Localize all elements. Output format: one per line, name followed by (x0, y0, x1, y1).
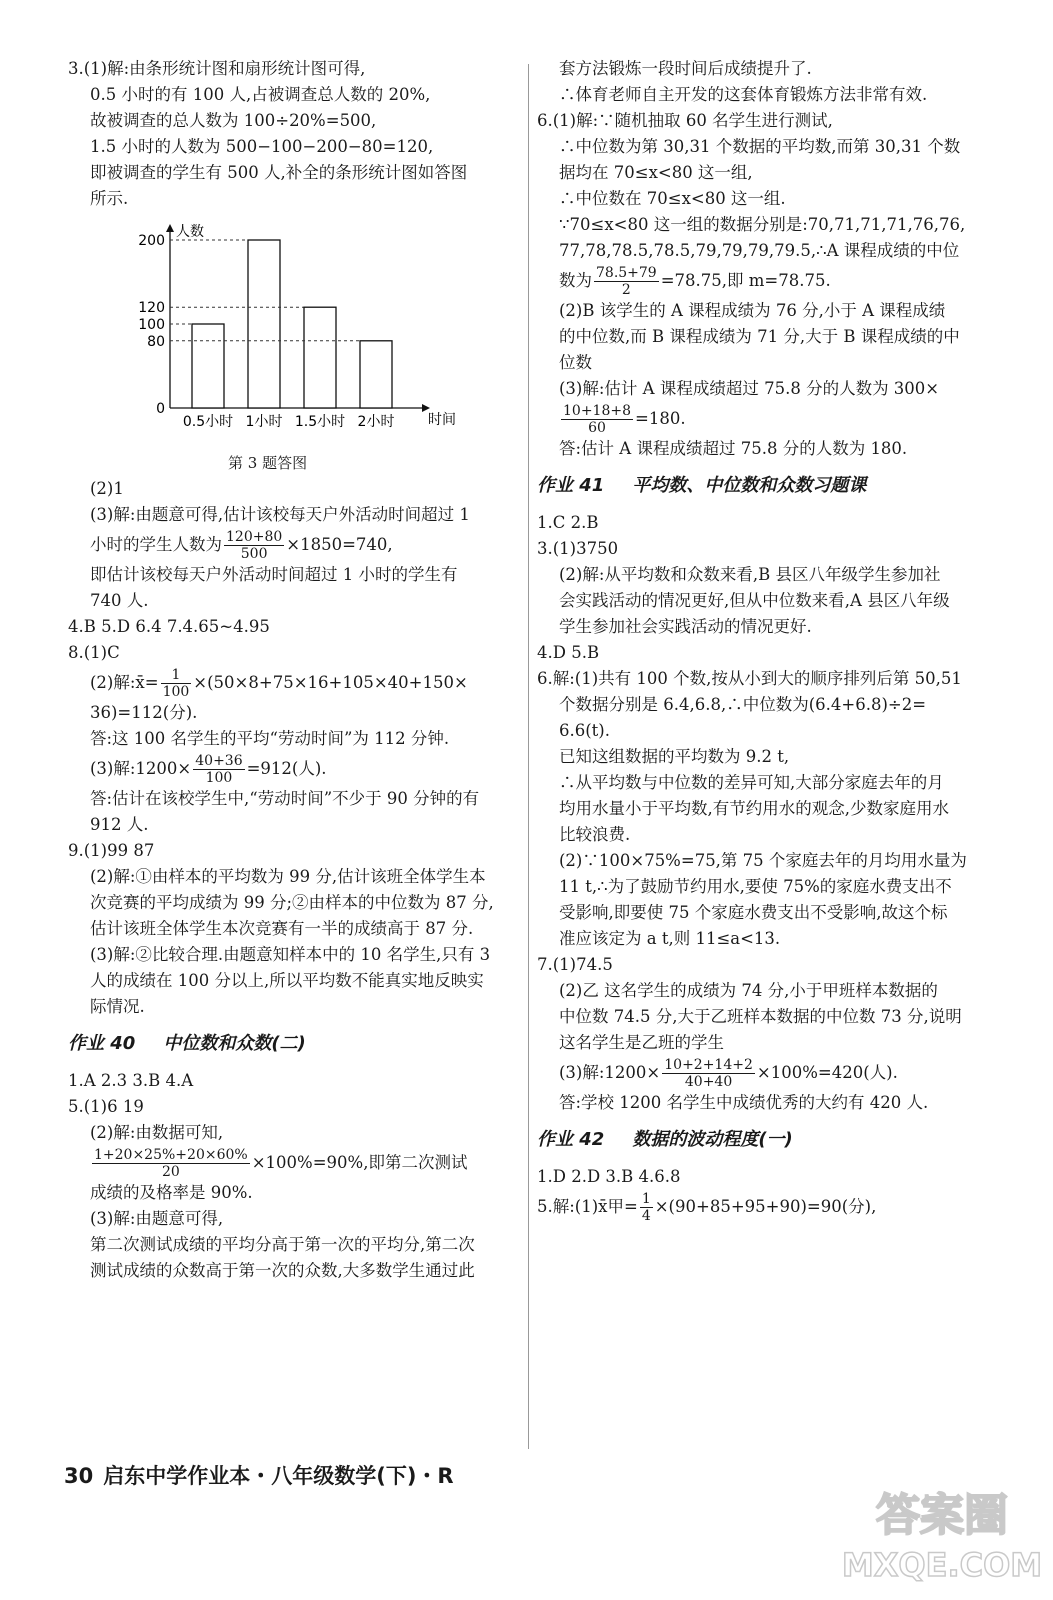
s41-line: ∴从平均数与中位数的差异可知,大部分家庭去年的月 (559, 773, 944, 792)
q3-line: 0.5 小时的有 100 人,占被调查总人数的 20%, (90, 85, 431, 104)
s40-line: 5.(1)6 19 (68, 1097, 144, 1116)
y-tick-label: 0 (156, 401, 165, 417)
x-axis-arrow (422, 404, 430, 412)
left-column (68, 56, 523, 1284)
x-tick-label: 0.5小时 (182, 414, 234, 430)
bar (304, 307, 336, 408)
q3-line: 1.5 小时的人数为 500−100−200−80=120, (90, 137, 434, 156)
answer-line: 740 人. (90, 591, 149, 610)
x-tick-label: 1.5小时 (294, 414, 346, 430)
s41-line: 学生参加社会实践活动的情况更好. (559, 617, 812, 636)
s41-line: 答:学校 1200 名学生中成绩优秀的大约有 420 人. (559, 1093, 929, 1112)
x-tick-label: 1小时 (245, 414, 283, 430)
q9-line: 际情况. (90, 997, 145, 1016)
bar (248, 240, 280, 408)
answer-line: 即估计该校每天户外活动时间超过 1 小时的学生有 (90, 565, 458, 584)
y-axis-arrow (166, 224, 174, 232)
s41-line: 这名学生是乙班的学生 (559, 1033, 724, 1052)
right-column (537, 56, 995, 1224)
s41-line: (2)∵100×75%=75,第 75 个家庭去年的月均用水量为 (559, 851, 967, 870)
section-heading-40: 作业 40 中位数和众数(二) (68, 1033, 306, 1054)
fraction: $\frac{78.5+79}{2}$ (596, 265, 657, 298)
bar (360, 341, 392, 408)
q8-line: 答:这 100 名学生的平均“劳动时间”为 112 分钟. (90, 729, 450, 748)
watermark-url: MXQE.COM (841, 1546, 1043, 1584)
q6-line: 77,78,78.5,78.5,79,79,79,79.5,∴A 课程成绩的中位 (559, 241, 960, 260)
y-axis-label: 人数 (176, 224, 204, 240)
fraction: $\frac{1+20\times 25\%+20\times 60\%}{20}$ (94, 1147, 248, 1180)
section-heading-42: 作业 42 数据的波动程度(一) (537, 1129, 793, 1150)
q6-line: 数为 $\frac{78.5+79}{2}$ =78.75,即 m=78.75. (559, 265, 831, 298)
q8-line: 答:估计在该校学生中,“劳动时间”不少于 90 分钟的有 (90, 789, 480, 808)
s41-line: 受影响,即要使 75 个家庭水费支出不受影响,故这个标 (559, 903, 948, 922)
q6-line: (3)解:估计 A 课程成绩超过 75.8 分的人数为 300× (559, 379, 940, 398)
s41-line: 已知这组数据的平均数为 9.2 t, (559, 747, 790, 766)
q8-line: (2)解:x̄= $\frac{1}{100}$ ×(50×8+75×16+105×40+150× (90, 667, 468, 700)
s41-line: 4.D 5.B (537, 643, 600, 662)
bar-chart-svg (130, 218, 456, 446)
q3-line: 即被调查的学生有 500 人,补全的条形统计图如答图 (90, 163, 468, 182)
s40-line: 测试成绩的众数高于第一次的众数,大多数学生通过此 (90, 1261, 475, 1280)
q6-line: $\frac{10+18+8}{60}$ =180. (563, 403, 686, 436)
s41-line: 6.6(t). (559, 721, 610, 740)
chart-caption: 第 3 题答图 (228, 454, 308, 472)
s42-line: 1.D 2.D 3.B 4.6.8 (537, 1167, 681, 1186)
q6-line: 6.(1)解:∵随机抽取 60 名学生进行测试, (537, 111, 833, 130)
q9-line: 9.(1)99 87 (68, 841, 155, 860)
s41-line: 均用水量小于平均数,有节约用水的观念,少数家庭用水 (559, 799, 949, 818)
q6-line: 位数 (559, 353, 592, 372)
section-heading-41: 作业 41 平均数、中位数和众数习题课 (537, 475, 867, 496)
s41-line: 6.解:(1)共有 100 个数,按从小到大的顺序排列后第 50,51 (537, 669, 962, 688)
q6-line: ∴中位数在 70≤x<80 这一组. (559, 189, 786, 208)
q6-line: ∵70≤x<80 这一组的数据分别是:70,71,71,71,76,76, (559, 215, 966, 234)
column-divider (528, 64, 529, 1449)
answer-line: 小时的学生人数为 $\frac{120+80}{500}$ ×1850=740, (90, 529, 393, 562)
q6-line: 据均在 70≤x<80 这一组, (559, 163, 753, 182)
s40-line: (2)解:由数据可知, (90, 1123, 224, 1142)
s41-line: 准应该定为 a t,则 11≤a<13. (559, 929, 781, 948)
q8-line: (3)解:1200× $\frac{40+36}{100}$ =912(人). (90, 753, 327, 786)
s40-line: 1.A 2.3 3.B 4.A (68, 1071, 194, 1090)
y-tick-label: 80 (147, 333, 165, 350)
q6-line: 的中位数,而 B 课程成绩为 71 分,大于 B 课程成绩的中 (559, 327, 960, 346)
fraction: $\frac{1}{4}$ (641, 1191, 651, 1224)
s40-line: 成绩的及格率是 90%. (90, 1183, 253, 1202)
y-tick-label: 200 (138, 233, 165, 249)
q3-line: 所示. (90, 189, 129, 208)
fraction: $\frac{10+18+8}{60}$ (563, 403, 631, 436)
s41-line: 7.(1)74.5 (537, 955, 613, 974)
fraction: $\frac{40+36}{100}$ (195, 753, 243, 786)
bar-chart (130, 218, 523, 450)
book-title: 启东中学作业本・八年级数学(下)・R (103, 1464, 454, 1488)
watermark-text: 答案圈 (876, 1490, 1008, 1541)
q9-line: (3)解:②比较合理.由题意知样本中的 10 名学生,只有 3 (90, 945, 491, 964)
y-tick-label: 100 (138, 317, 165, 333)
s40-line: 第二次测试成绩的平均分高于第一次的平均分,第二次 (90, 1235, 475, 1254)
s41-line: 比较浪费. (559, 825, 631, 844)
s41-line: 会实践活动的情况更好,但从中位数来看,A 县区八年级 (559, 591, 950, 610)
s40-line: $\frac{1+20\times 25\%+20\times 60\%}{20}$ ×100%=90%,即第二次测试 (94, 1147, 468, 1180)
bar (192, 324, 224, 408)
s41-line: 1.C 2.B (537, 513, 599, 532)
q9-line: 估计该班全体学生本次竞赛有一半的成绩高于 87 分. (90, 919, 474, 938)
s40-line: (3)解:由题意可得, (90, 1209, 224, 1228)
watermark-logo (842, 1478, 1042, 1588)
answer-line: (3)解:由题意可得,估计该校每天户外活动时间超过 1 (90, 505, 470, 524)
s41-line: (2)乙 这名学生的成绩为 74 分,小于甲班样本数据的 (559, 981, 938, 1000)
q6-line: 答:估计 A 课程成绩超过 75.8 分的人数为 180. (559, 439, 908, 458)
q8-line: 36)=112(分). (90, 703, 198, 722)
q6-line: (2)B 该学生的 A 课程成绩为 76 分,小于 A 课程成绩 (559, 301, 946, 320)
q3-line: 故被调查的总人数为 100÷20%=500, (90, 111, 377, 130)
s41-line: 中位数 74.5 分,大于乙班样本数据的中位数 73 分,说明 (559, 1007, 962, 1026)
q9-line: (2)解:①由样本的平均数为 99 分,估计该班全体学生本 (90, 867, 486, 886)
fraction: $\frac{1}{100}$ (162, 667, 190, 700)
continued-line: ∴体育老师自主开发的这套体育锻炼方法非常有效. (559, 85, 928, 104)
q3-line: 3.(1)解:由条形统计图和扇形统计图可得, (68, 59, 366, 78)
s41-line: (3)解:1200× $\frac{10+2+14+2}{40+40}$ ×100%=420(人). (559, 1057, 898, 1090)
x-tick-label: 2小时 (357, 414, 395, 430)
s41-line: 个数据分别是 6.4,6.8,∴中位数为(6.4+6.8)÷2= (559, 695, 927, 714)
x-axis-label: 时间 (428, 412, 456, 428)
fraction: $\frac{10+2+14+2}{40+40}$ (664, 1057, 753, 1090)
answer-line: 4.B 5.D 6.4 7.4.65~4.95 (68, 617, 270, 636)
s41-line: 3.(1)3750 (537, 539, 619, 558)
q8-line: 912 人. (90, 815, 149, 834)
continued-line: 套方法锻炼一段时间后成绩提升了. (559, 59, 812, 78)
s41-line: (2)解:从平均数和众数来看,B 县区八年级学生参加社 (559, 565, 941, 584)
y-tick-label: 120 (138, 300, 165, 317)
q9-line: 人的成绩在 100 分以上,所以平均数不能真实地反映实 (90, 971, 484, 990)
s42-line: 5.解:(1)x̄甲= $\frac{1}{4}$ ×(90+85+95+90)=90(分), (537, 1191, 877, 1224)
fraction: $\frac{120+80}{500}$ (226, 529, 283, 562)
page-footer (64, 1460, 454, 1490)
answer-line: (2)1 (90, 479, 124, 498)
q8-line: 8.(1)C (68, 643, 120, 662)
q6-line: ∴中位数为第 30,31 个数据的平均数,而第 30,31 个数 (559, 137, 961, 156)
page-number: 30 (64, 1464, 94, 1488)
q9-line: 次竞赛的平均成绩为 99 分;②由样本的中位数为 87 分, (90, 893, 494, 912)
s41-line: 11 t,∴为了鼓励节约用水,要使 75%的家庭水费支出不 (559, 877, 952, 896)
